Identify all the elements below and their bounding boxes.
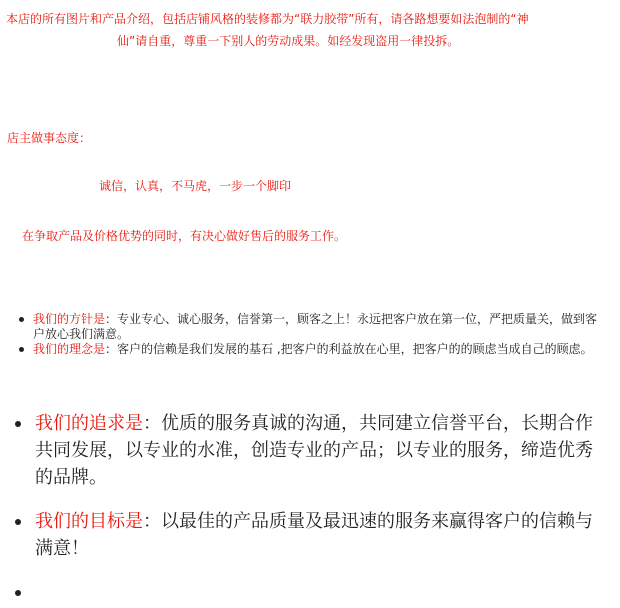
bullet-dot-icon [19,347,24,352]
copyright-notice [6,8,614,52]
copyright-notice-line-1: 本店的所有图片和产品介绍，包括店铺风格的装修都为“联力胶带”所有，请各路想要如法泡制的“神 [6,12,529,26]
bullet-dot-icon [15,421,21,427]
goals-list [35,410,605,606]
bullet-dot-icon [15,519,21,525]
goal-label: 我们的目标是 [35,511,143,532]
goal-text: ：以最佳的产品质量及最迅速的服务来赢得客户的信赖与满意！ [35,511,593,559]
list-item-pursuit [35,410,605,491]
copyright-notice-line-2: 仙”请自重，尊重一下别人的劳动成果。如经发现盗用一律投拆。 [117,34,460,48]
philosophy-label: 我们的理念是 [33,342,106,356]
policy-label: 我们的方针是 [33,312,106,326]
policy-list [33,312,605,357]
policy-text: ：专业专心、诚心服务，信誉第一，顾客之上！永远把客户放在第一位，严把质量关，做到客户放心我们满意。 [33,312,598,341]
philosophy-text: ：客户的信赖是我们发展的基石 ,把客户的利益放在心里，把客户的的顾虑当成自己的顾虑。 [105,342,593,356]
pursuit-text: ：优质的服务真诚的沟通，共同建立信誉平台，长期合作共同发展，以专业的水准，创造专业的产品；以专业的服务，缔造优秀的品牌。 [35,413,593,488]
list-item-empty [35,579,605,606]
list-item-goal [35,508,605,562]
attitude-motto: 诚信，认真，不马虎，一步一个脚印 [99,179,292,193]
bullet-dot-icon [19,317,24,322]
list-item-philosophy [33,342,605,357]
pursuit-label: 我们的追求是 [35,413,143,434]
service-commitment: 在争取产品及价格优势的同时，有决心做好售后的服务工作。 [22,229,347,243]
list-item-policy [33,312,605,342]
attitude-heading: 店主做事态度： [7,131,92,145]
bullet-dot-icon [15,590,21,596]
